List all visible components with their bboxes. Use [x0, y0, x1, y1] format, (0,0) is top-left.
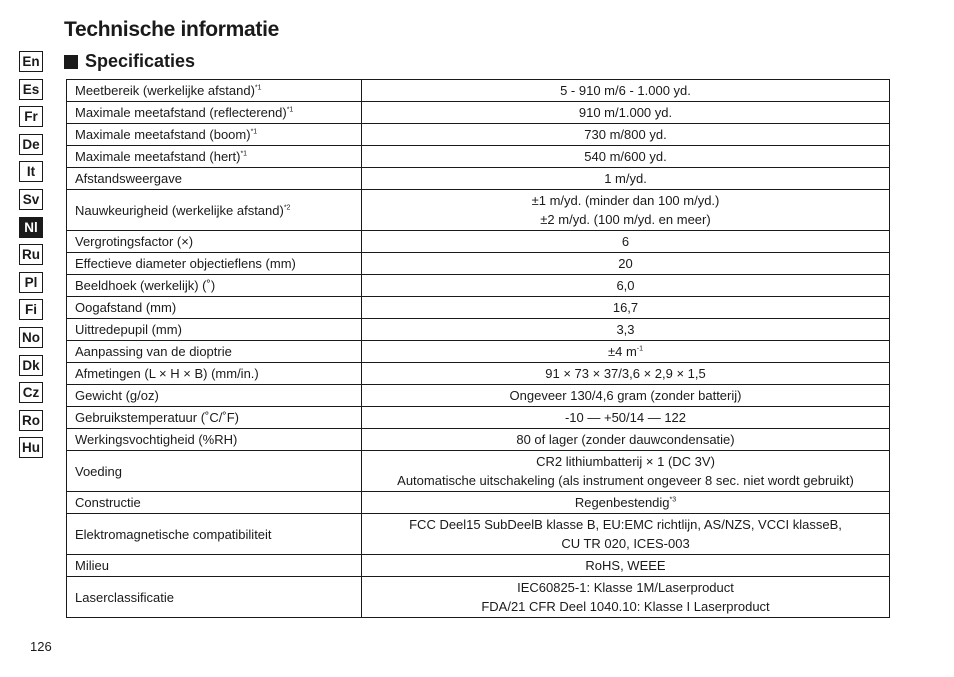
footnote-marker: *1: [250, 128, 258, 136]
spec-value-cell: [362, 341, 890, 363]
spec-label: Beeldhoek (werkelijk) (˚): [75, 278, 216, 293]
spec-value: 1 m/yd.: [604, 171, 647, 186]
language-tab-sv[interactable]: Sv: [19, 189, 43, 210]
spec-label: Meetbereik (werkelijke afstand): [75, 83, 255, 98]
spec-value: 6: [621, 234, 630, 249]
spec-label: Maximale meetafstand (hert): [75, 149, 241, 164]
spec-row: [67, 451, 890, 492]
spec-value-cell: [362, 80, 890, 102]
spec-value-cell: [362, 429, 890, 451]
spec-label-cell: [67, 124, 362, 146]
spec-value-line: [370, 103, 881, 122]
spec-label-cell: [67, 297, 362, 319]
spec-value: CU TR 020, ICES-003: [561, 536, 690, 551]
value-superscript: -1: [636, 345, 644, 353]
spec-value: 20: [618, 256, 633, 271]
spec-row: [67, 429, 890, 451]
spec-value: 80 of lager (zonder dauwcondensatie): [516, 432, 735, 447]
spec-value-line: [370, 515, 881, 534]
spec-value-cell: [362, 514, 890, 555]
spec-value-line: [370, 493, 881, 512]
spec-label-cell: [67, 80, 362, 102]
spec-value: CR2 lithiumbatterij × 1 (DC 3V): [536, 454, 715, 469]
spec-label: Maximale meetafstand (boom): [75, 127, 251, 142]
language-tab-ro[interactable]: Ro: [19, 410, 43, 431]
spec-row: [67, 514, 890, 555]
spec-row: [67, 385, 890, 407]
spec-value-line: [370, 578, 881, 597]
spec-label-cell: [67, 451, 362, 492]
spec-label: Afstandsweergave: [75, 171, 182, 186]
spec-value-line: [370, 81, 881, 100]
spec-label-cell: [67, 168, 362, 190]
spec-label: Aanpassing van de dioptrie: [75, 344, 232, 359]
spec-value-cell: [362, 407, 890, 429]
spec-row: [67, 297, 890, 319]
spec-value: ±1 m/yd. (minder dan 100 m/yd.): [531, 193, 720, 208]
spec-label-cell: [67, 555, 362, 577]
spec-label: Milieu: [75, 558, 109, 573]
spec-label-cell: [67, 146, 362, 168]
spec-value-cell: [362, 275, 890, 297]
spec-value: 16,7: [612, 300, 639, 315]
spec-label-cell: [67, 514, 362, 555]
spec-value-line: [370, 386, 881, 405]
spec-value-cell: [362, 124, 890, 146]
spec-value-line: [370, 430, 881, 449]
spec-value-line: [370, 556, 881, 575]
language-tab-dk[interactable]: Dk: [19, 355, 43, 376]
language-tab-no[interactable]: No: [19, 327, 43, 348]
spec-value-line: [370, 210, 881, 229]
language-tab-nl[interactable]: Nl: [19, 217, 43, 238]
spec-label-cell: [67, 231, 362, 253]
spec-value-line: [370, 597, 881, 616]
language-tab-en[interactable]: En: [19, 51, 43, 72]
spec-value: Automatische uitschakeling (als instrument ongeveer 8 sec. niet wordt gebruikt): [397, 473, 854, 488]
spec-row: [67, 555, 890, 577]
spec-label: Afmetingen (L × H × B) (mm/in.): [75, 366, 259, 381]
spec-value-cell: [362, 385, 890, 407]
spec-value: IEC60825-1: Klasse 1M/Laserproduct: [517, 580, 734, 595]
spec-value-cell: [362, 555, 890, 577]
footnote-marker: *1: [240, 150, 248, 158]
spec-row: [67, 492, 890, 514]
value-superscript: *3: [669, 496, 677, 504]
spec-value-cell: [362, 231, 890, 253]
spec-label: Gebruikstemperatuur (˚C/˚F): [75, 410, 239, 425]
language-tab-cz[interactable]: Cz: [19, 382, 43, 403]
spec-row: [67, 407, 890, 429]
spec-row: [67, 253, 890, 275]
section-heading: [64, 51, 195, 72]
spec-value-cell: [362, 492, 890, 514]
spec-row: [67, 275, 890, 297]
language-tab-fi[interactable]: Fi: [19, 299, 43, 320]
spec-row: [67, 577, 890, 618]
spec-value-line: [370, 298, 881, 317]
spec-value: RoHS, WEEE: [585, 558, 666, 573]
spec-value-cell: [362, 451, 890, 492]
spec-value: -10 — +50/14 — 122: [564, 410, 687, 425]
footnote-marker: *2: [283, 204, 291, 212]
page-title: Technische informatie: [64, 18, 280, 41]
spec-value-cell: [362, 297, 890, 319]
footnote-marker: *1: [286, 106, 294, 114]
spec-value: 5 - 910 m/6 - 1.000 yd.: [560, 83, 691, 98]
spec-row: [67, 124, 890, 146]
spec-value-line: [370, 471, 881, 490]
spec-label-cell: [67, 429, 362, 451]
spec-value: 540 m/600 yd.: [584, 149, 667, 164]
spec-value-line: [370, 232, 881, 251]
spec-value-line: [370, 125, 881, 144]
spec-label: Maximale meetafstand (reflecterend): [75, 105, 287, 120]
spec-label-cell: [67, 363, 362, 385]
spec-value-cell: [362, 253, 890, 275]
spec-value-line: [370, 364, 881, 383]
spec-row: [67, 102, 890, 124]
spec-value-cell: [362, 102, 890, 124]
spec-value: 6,0: [616, 278, 635, 293]
spec-value-line: [370, 408, 881, 427]
spec-value-cell: [362, 168, 890, 190]
spec-label-cell: [67, 190, 362, 231]
spec-label-cell: [67, 341, 362, 363]
spec-label: Effectieve diameter objectieflens (mm): [75, 256, 296, 271]
language-tab-hu[interactable]: Hu: [19, 437, 43, 458]
language-tab-de[interactable]: De: [19, 134, 43, 155]
specifications-table: [66, 79, 890, 618]
spec-label: Voeding: [75, 463, 122, 479]
spec-label: Oogafstand (mm): [75, 300, 177, 315]
spec-row: [67, 168, 890, 190]
language-tabs: [19, 51, 43, 465]
spec-label: Werkingsvochtigheid (%RH): [75, 432, 238, 447]
spec-label: Gewicht (g/oz): [75, 388, 159, 403]
spec-label-cell: [67, 102, 362, 124]
spec-label: Laserclassificatie: [75, 589, 174, 605]
spec-value-cell: [362, 577, 890, 618]
square-bullet-icon: [64, 55, 78, 69]
spec-value: FCC Deel15 SubDeelB klasse B, EU:EMC richtlijn, AS/NZS, VCCI klasseB,: [409, 517, 842, 532]
spec-value-line: [370, 169, 881, 188]
spec-row: [67, 146, 890, 168]
spec-value-cell: [362, 363, 890, 385]
spec-value: ±2 m/yd. (100 m/yd. en meer): [540, 212, 711, 227]
spec-value: 91 × 73 × 37/3,6 × 2,9 × 1,5: [545, 366, 706, 381]
language-tab-es[interactable]: Es: [19, 79, 43, 100]
spec-value-cell: [362, 146, 890, 168]
spec-label-cell: [67, 319, 362, 341]
spec-value-line: [370, 191, 881, 210]
spec-value-line: [370, 452, 881, 471]
spec-value-cell: [362, 190, 890, 231]
spec-label: Vergrotingsfactor (×): [75, 234, 194, 249]
language-tab-fr[interactable]: Fr: [19, 106, 43, 127]
spec-value: Ongeveer 130/4,6 gram (zonder batterij): [509, 388, 742, 403]
spec-label: Elektromagnetische compatibiliteit: [75, 526, 272, 542]
spec-value: Regenbestendig: [574, 495, 670, 510]
spec-row: [67, 80, 890, 102]
spec-row: [67, 231, 890, 253]
spec-row: [67, 341, 890, 363]
spec-value-line: [370, 276, 881, 295]
spec-value-line: [370, 147, 881, 166]
spec-row: [67, 319, 890, 341]
spec-label-cell: [67, 492, 362, 514]
footnote-marker: *1: [254, 84, 262, 92]
page-number: 126: [30, 639, 52, 654]
spec-label-cell: [67, 385, 362, 407]
spec-value: 730 m/800 yd.: [584, 127, 667, 142]
spec-label-cell: [67, 253, 362, 275]
language-tab-pl[interactable]: Pl: [19, 272, 43, 293]
spec-value-cell: [362, 319, 890, 341]
spec-value-line: [370, 342, 881, 361]
spec-label-cell: [67, 275, 362, 297]
section-heading-label: Specificaties: [85, 51, 196, 71]
spec-label: Uittredepupil (mm): [75, 322, 182, 337]
spec-value-line: [370, 320, 881, 339]
spec-label-cell: [67, 407, 362, 429]
spec-value: 3,3: [616, 322, 635, 337]
language-tab-ru[interactable]: Ru: [19, 244, 43, 265]
spec-label: Constructie: [75, 495, 141, 510]
spec-value: 910 m/1.000 yd.: [578, 105, 673, 120]
spec-row: [67, 363, 890, 385]
spec-label: Nauwkeurigheid (werkelijke afstand): [75, 202, 284, 218]
spec-row: [67, 190, 890, 231]
spec-value: FDA/21 CFR Deel 1040.10: Klasse I Laserproduct: [481, 599, 770, 614]
spec-value-line: [370, 534, 881, 553]
spec-label-cell: [67, 577, 362, 618]
spec-value: ±4 m: [607, 344, 637, 359]
language-tab-it[interactable]: It: [19, 161, 43, 182]
spec-value-line: [370, 254, 881, 273]
